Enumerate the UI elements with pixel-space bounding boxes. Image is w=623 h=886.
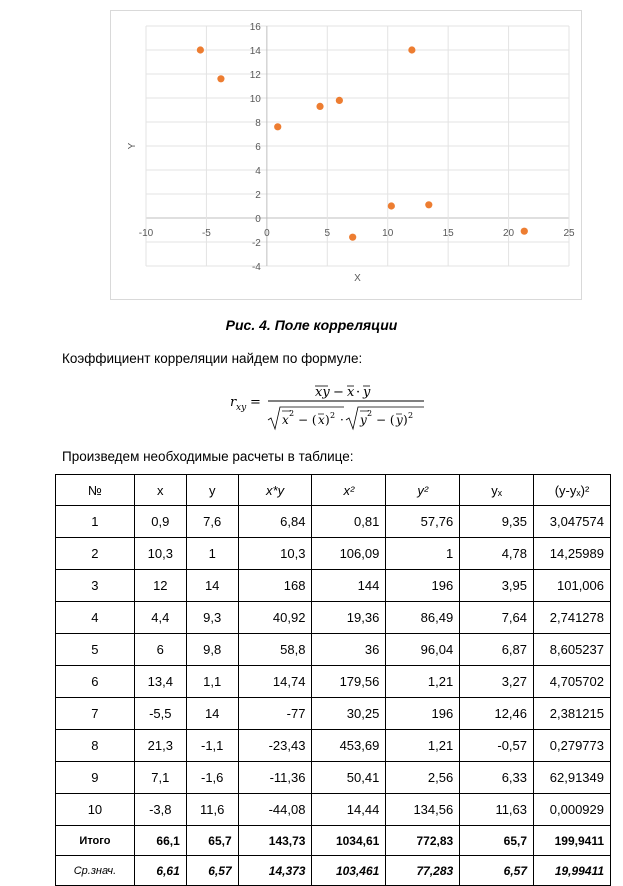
table-header-row xyxy=(56,475,611,506)
x-tick-label: 20 xyxy=(503,228,515,239)
data-point xyxy=(217,75,224,82)
table-cell: 2,56 xyxy=(386,762,460,794)
scatter-plot xyxy=(111,11,583,301)
table-cell: 3,27 xyxy=(460,666,534,698)
table-cell: 179,56 xyxy=(312,666,386,698)
table-cell: -1,6 xyxy=(186,762,238,794)
y-tick-label: 4 xyxy=(255,166,261,177)
svg-text:): ) xyxy=(403,413,408,427)
total-row xyxy=(56,826,611,856)
table-cell: 199,9411 xyxy=(534,826,611,856)
table-cell: -1,1 xyxy=(186,730,238,762)
x-tick-label: 0 xyxy=(264,228,270,239)
svg-text:y: y xyxy=(396,413,403,427)
table-cell: 86,49 xyxy=(386,602,460,634)
table-cell: 21,3 xyxy=(134,730,186,762)
y-tick-label: 8 xyxy=(255,118,261,129)
table-cell: -0,57 xyxy=(460,730,534,762)
table-cell: 101,006 xyxy=(534,570,611,602)
table-cell: 4 xyxy=(56,602,135,634)
table-cell: 30,25 xyxy=(312,698,386,730)
average-row xyxy=(56,856,611,886)
y-tick-label: 2 xyxy=(255,190,261,201)
table-cell: Итого xyxy=(56,826,135,856)
table-cell: 11,6 xyxy=(186,794,238,826)
table-cell: 144 xyxy=(312,570,386,602)
svg-text:xy: xy xyxy=(315,385,330,400)
table-cell: 13,4 xyxy=(134,666,186,698)
table-cell: 0,81 xyxy=(312,506,386,538)
header-cell: y xyxy=(186,475,238,506)
table-cell: 14,74 xyxy=(238,666,312,698)
table-cell: 50,41 xyxy=(312,762,386,794)
table-cell: 7,1 xyxy=(134,762,186,794)
header-cell: x xyxy=(134,475,186,506)
table-cell: 2 xyxy=(56,538,135,570)
table-row xyxy=(56,538,611,570)
table-cell: 6 xyxy=(56,666,135,698)
table-cell: 1 xyxy=(386,538,460,570)
table-cell: 1,21 xyxy=(386,730,460,762)
table-row xyxy=(56,762,611,794)
table-cell: 5 xyxy=(56,634,135,666)
table-row xyxy=(56,506,611,538)
table-cell: 9,35 xyxy=(460,506,534,538)
svg-text:2: 2 xyxy=(367,409,373,418)
table-cell: 1,1 xyxy=(186,666,238,698)
table-cell: 10 xyxy=(56,794,135,826)
table-cell: 1 xyxy=(186,538,238,570)
table-cell: 11,63 xyxy=(460,794,534,826)
svg-text:x: x xyxy=(318,413,325,427)
svg-text:·: · xyxy=(340,413,344,427)
table-cell: 12 xyxy=(134,570,186,602)
svg-text:−: − xyxy=(333,385,344,400)
table-cell: -23,43 xyxy=(238,730,312,762)
table-cell: 106,09 xyxy=(312,538,386,570)
table-cell: 14,373 xyxy=(238,856,312,886)
data-point xyxy=(388,202,395,209)
header-cell: (y-yₓ)² xyxy=(534,475,611,506)
data-point xyxy=(316,103,323,110)
table-cell: 772,83 xyxy=(386,826,460,856)
table-cell: 6 xyxy=(134,634,186,666)
table-cell: Ср.знач. xyxy=(56,856,135,886)
header-cell: yₓ xyxy=(460,475,534,506)
table-cell: 65,7 xyxy=(186,826,238,856)
table-cell: -5,5 xyxy=(134,698,186,730)
table-cell: 10,3 xyxy=(134,538,186,570)
table-cell: -11,36 xyxy=(238,762,312,794)
table-cell: 196 xyxy=(386,570,460,602)
table-cell: 1,21 xyxy=(386,666,460,698)
scatter-chart xyxy=(110,10,582,300)
table-cell: 9 xyxy=(56,762,135,794)
table-cell: 96,04 xyxy=(386,634,460,666)
table-cell: 103,461 xyxy=(312,856,386,886)
calculation-table xyxy=(55,474,611,886)
table-cell: 4,4 xyxy=(134,602,186,634)
svg-text:x: x xyxy=(347,385,355,400)
data-point xyxy=(336,97,343,104)
table-cell: 0,9 xyxy=(134,506,186,538)
svg-text:2: 2 xyxy=(330,411,336,420)
svg-text:2: 2 xyxy=(408,411,414,420)
table-row xyxy=(56,602,611,634)
table-cell: 6,57 xyxy=(460,856,534,886)
table-cell: 168 xyxy=(238,570,312,602)
table-cell: 0,279773 xyxy=(534,730,611,762)
table-cell: 19,99411 xyxy=(534,856,611,886)
x-tick-label: 15 xyxy=(442,228,454,239)
y-tick-label: 0 xyxy=(255,214,261,225)
table-cell: 7 xyxy=(56,698,135,730)
table-cell: 14,44 xyxy=(312,794,386,826)
data-point xyxy=(425,201,432,208)
table-cell: 58,8 xyxy=(238,634,312,666)
table-cell: 4,705702 xyxy=(534,666,611,698)
table-row xyxy=(56,666,611,698)
svg-text:− (: − ( xyxy=(376,413,395,427)
svg-text:x: x xyxy=(282,413,289,427)
table-cell: 9,8 xyxy=(186,634,238,666)
x-tick-label: -5 xyxy=(201,228,211,239)
y-tick-label: 14 xyxy=(249,46,261,57)
header-cell: x*y xyxy=(238,475,312,506)
table-cell: 40,92 xyxy=(238,602,312,634)
y-axis-title: Y xyxy=(127,142,138,150)
table-cell: 143,73 xyxy=(238,826,312,856)
x-axis-title: X xyxy=(354,273,361,284)
table-cell: -77 xyxy=(238,698,312,730)
svg-text:): ) xyxy=(325,413,330,427)
svg-text:y: y xyxy=(363,385,371,400)
formula-intro-text: Коэффициент корреляции найдем по формуле: xyxy=(62,351,363,366)
table-cell: 19,36 xyxy=(312,602,386,634)
table-row xyxy=(56,634,611,666)
table-cell: 2,381215 xyxy=(534,698,611,730)
table-cell: 8,605237 xyxy=(534,634,611,666)
table-cell: 0,000929 xyxy=(534,794,611,826)
y-tick-label: 12 xyxy=(249,70,261,81)
table-cell: 7,64 xyxy=(460,602,534,634)
data-point xyxy=(349,234,356,241)
x-tick-label: 5 xyxy=(324,228,331,239)
table-cell: 6,57 xyxy=(186,856,238,886)
y-tick-label: 16 xyxy=(249,22,261,33)
table-cell: 14,25989 xyxy=(534,538,611,570)
data-point xyxy=(197,46,204,53)
table-cell: 2,741278 xyxy=(534,602,611,634)
data-point xyxy=(521,228,528,235)
x-tick-label: -10 xyxy=(138,228,154,239)
svg-text:·: · xyxy=(356,385,361,400)
svg-text:xy: xy xyxy=(236,403,247,413)
table-cell: 3,047574 xyxy=(534,506,611,538)
table-row xyxy=(56,570,611,602)
table-cell: 8 xyxy=(56,730,135,762)
table-row xyxy=(56,698,611,730)
header-cell: y² xyxy=(386,475,460,506)
table-cell: 66,1 xyxy=(134,826,186,856)
header-cell: № xyxy=(56,475,135,506)
x-tick-label: 10 xyxy=(382,228,394,239)
table-cell: -3,8 xyxy=(134,794,186,826)
table-cell: 6,33 xyxy=(460,762,534,794)
table-cell: 196 xyxy=(386,698,460,730)
table-cell: 14 xyxy=(186,698,238,730)
table-cell: -44,08 xyxy=(238,794,312,826)
table-cell: 6,87 xyxy=(460,634,534,666)
table-cell: 7,6 xyxy=(186,506,238,538)
table-cell: 62,91349 xyxy=(534,762,611,794)
figure-caption: Рис. 4. Поле корреляции xyxy=(225,317,398,333)
table-cell: 3 xyxy=(56,570,135,602)
data-point xyxy=(408,46,415,53)
table-cell: 12,46 xyxy=(460,698,534,730)
table-cell: 1 xyxy=(56,506,135,538)
table-cell: 10,3 xyxy=(238,538,312,570)
table-cell: 77,283 xyxy=(386,856,460,886)
table-cell: 134,56 xyxy=(386,794,460,826)
table-row xyxy=(56,730,611,762)
table-cell: 14 xyxy=(186,570,238,602)
header-cell: x² xyxy=(312,475,386,506)
table-cell: 6,61 xyxy=(134,856,186,886)
table-cell: 9,3 xyxy=(186,602,238,634)
y-tick-label: 10 xyxy=(249,94,261,105)
table-cell: 3,95 xyxy=(460,570,534,602)
table-cell: 1034,61 xyxy=(312,826,386,856)
correlation-formula xyxy=(228,374,428,434)
table-cell: 6,84 xyxy=(238,506,312,538)
table-row xyxy=(56,794,611,826)
y-tick-label: -2 xyxy=(251,238,261,249)
svg-text:r: r xyxy=(230,395,237,410)
table-intro-text: Произведем необходимые расчеты в таблице: xyxy=(62,449,354,464)
table-cell: 57,76 xyxy=(386,506,460,538)
y-tick-label: 6 xyxy=(255,142,261,153)
svg-text:=: = xyxy=(250,395,261,410)
table-cell: 36 xyxy=(312,634,386,666)
x-tick-label: 25 xyxy=(563,228,575,239)
y-tick-label: -4 xyxy=(251,262,261,273)
svg-text:− (: − ( xyxy=(298,413,317,427)
table-cell: 4,78 xyxy=(460,538,534,570)
data-point xyxy=(274,123,281,130)
table-cell: 65,7 xyxy=(460,826,534,856)
svg-text:y: y xyxy=(360,413,367,427)
svg-text:2: 2 xyxy=(289,409,295,418)
table-cell: 453,69 xyxy=(312,730,386,762)
